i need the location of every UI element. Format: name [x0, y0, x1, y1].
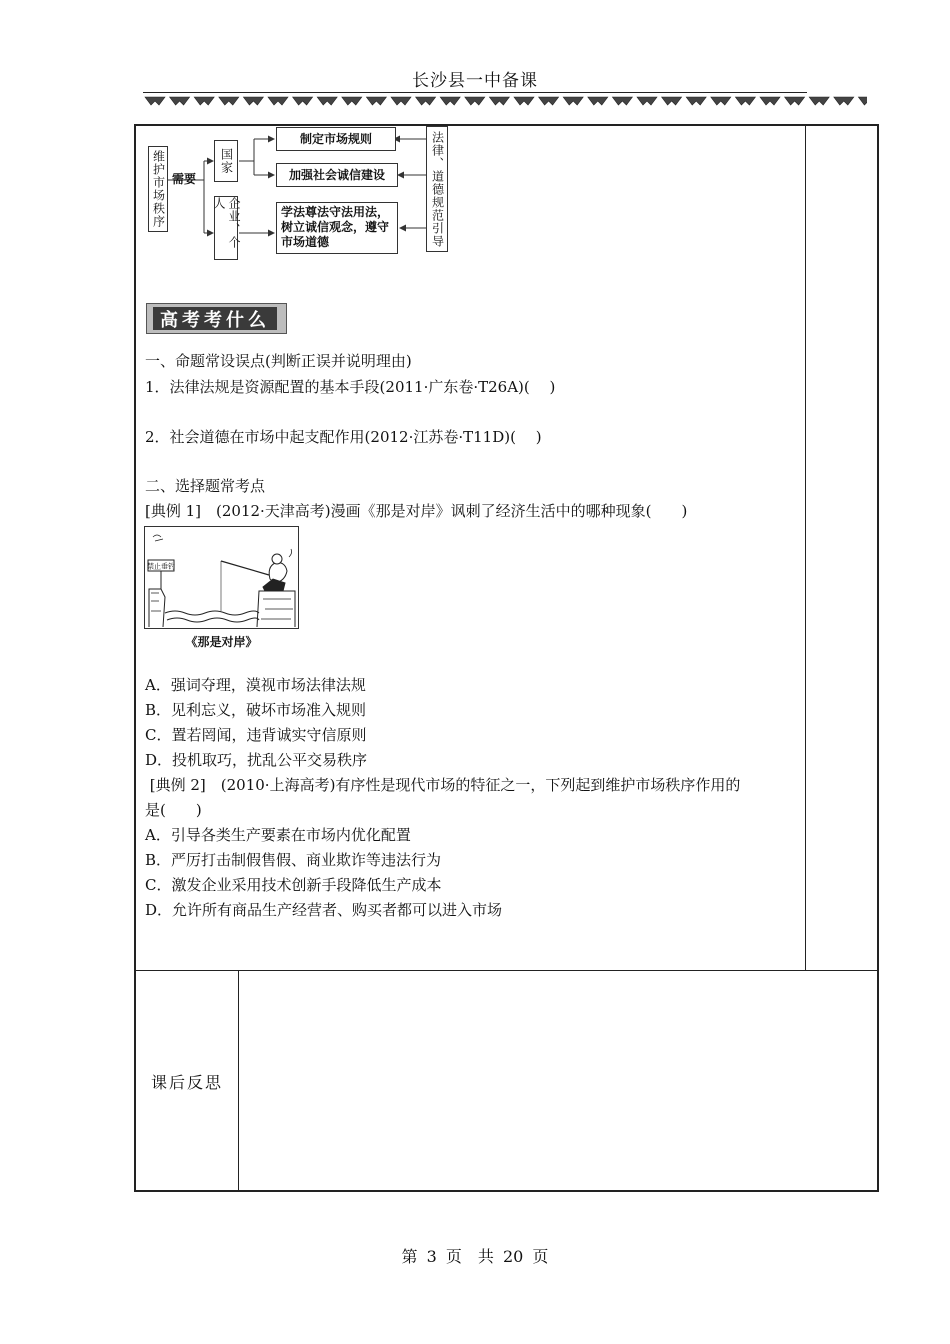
ornament-glyph [735, 97, 755, 105]
diagram-box-guide: 法律、道德规范引导 [426, 126, 448, 252]
section2-heading: 二、选择题常考点 [145, 477, 266, 495]
ornament-glyph [170, 97, 190, 105]
table-column-divider [805, 124, 806, 970]
ornament-glyph [834, 97, 854, 105]
section1-heading: 一、命题常设误点(判断正误并说明理由) [145, 352, 412, 370]
section-banner [146, 303, 287, 334]
table-row-divider [134, 970, 879, 971]
ornament-glyph [465, 97, 485, 105]
ornament-glyph [711, 97, 731, 105]
page-footer: 第 3 页 共 20 页 [401, 1247, 549, 1266]
ornament-glyph [588, 97, 608, 105]
ornament-glyph [391, 97, 411, 105]
cartoon-drawing [145, 527, 298, 628]
ornament-glyph [194, 97, 214, 105]
ornament-glyph [514, 97, 534, 105]
ornament-glyph [686, 97, 706, 105]
ornament-glyph [366, 97, 386, 105]
ornament-glyph [219, 97, 239, 105]
cartoon-sign-text: 禁止垂钓 [147, 562, 175, 571]
ornament-glyph [662, 97, 682, 105]
ornament-glyph [342, 97, 362, 105]
example2-option-b: B．严厉打击制假售假、商业欺诈等违法行为 [145, 851, 442, 869]
example1-stem: [典例 1] (2012·天津高考)漫画《那是对岸》讽刺了经济生活中的哪种现象( ) [145, 502, 688, 520]
example1-option-b: B．见利忘义，破坏市场准入规则 [145, 701, 367, 719]
example1-option-d: D．投机取巧，扰乱公平交易秩序 [145, 751, 368, 769]
diagram-box-credit: 加强社会诚信建设 [276, 163, 398, 187]
ornament-glyph [563, 97, 583, 105]
reflection-column-divider [238, 970, 239, 1192]
ornament-glyph [268, 97, 288, 105]
diagram-box-enterprise: 企业、个人 [214, 196, 238, 260]
ornament-glyph [243, 97, 263, 105]
ornament-glyph [293, 97, 313, 105]
diagram-box-law: 学法尊法守法用法，树立诚信观念，遵守市场道德 [276, 202, 398, 254]
diagram-need-label: 需要 [172, 172, 197, 186]
ornament-glyph [489, 97, 509, 105]
example2-option-a: A．引导各类生产要素在市场内优化配置 [145, 826, 411, 844]
ornament-glyph [440, 97, 460, 105]
example2-option-c: C．激发企业采用技术创新手段降低生产成本 [145, 876, 442, 894]
ornament-glyph [637, 97, 657, 105]
section1-item-1: 1．法律法规是资源配置的基本手段(2011·广东卷·T26A)( ) [145, 378, 556, 396]
header-rule [143, 92, 807, 93]
ornament-glyph [612, 97, 632, 105]
diagram-box-maintain-order: 维护市场秩序 [148, 146, 168, 232]
diagram-box-state: 国家 [214, 140, 238, 182]
cartoon-caption: 《那是对岸》 [185, 635, 258, 649]
table-right-border [877, 124, 879, 1192]
ornament-glyph [416, 97, 436, 105]
example2-stem-line1: [典例 2] (2010·上海高考)有序性是现代市场的特征之一，下列起到维护市场秩序作用的 [145, 776, 741, 794]
section-banner-label: 高考考什么 [153, 307, 277, 330]
table-left-border [134, 124, 136, 1192]
ornament-glyph [760, 97, 780, 105]
ornament-glyph [858, 97, 867, 105]
ornament-glyph [809, 97, 829, 105]
ornament-glyph [317, 97, 337, 105]
ornament-glyph [785, 97, 805, 105]
ornament-glyph [145, 97, 165, 105]
example2-stem-line2: 是( ) [145, 801, 202, 819]
reflection-label: 课后反思 [150, 1073, 223, 1092]
example1-option-c: C．置若罔闻，违背诚实守信原则 [145, 726, 367, 744]
section1-item-2: 2．社会道德在市场中起支配作用(2012·江苏卷·T11D)( ) [145, 428, 542, 446]
header-title: 长沙县一中备课 [412, 71, 538, 91]
example1-option-a: A．强词夺理，漠视市场法律法规 [145, 676, 366, 694]
cartoon-image [144, 526, 299, 629]
diagram-box-market-rules: 制定市场规则 [276, 127, 396, 151]
example2-option-d: D．允许所有商品生产经营者、购买者都可以进入市场 [145, 901, 503, 919]
table-bottom-border [134, 1190, 879, 1192]
ornament-glyph [539, 97, 559, 105]
header-ornament [143, 94, 867, 108]
